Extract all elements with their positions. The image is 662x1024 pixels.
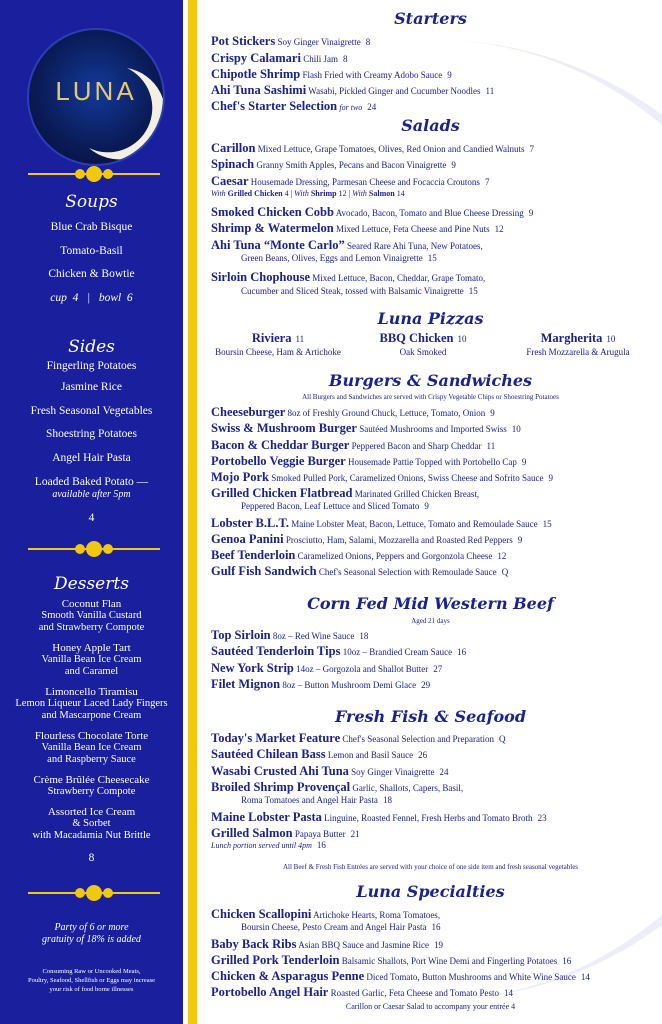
- dessert-name: Flourless Chocolate Torte: [34, 730, 149, 742]
- price: 9: [424, 501, 429, 511]
- menu-item: [211, 516, 656, 531]
- item-description: Balsamic Shallots, Port Wine Demi and Fingerling Potatoes: [341, 956, 558, 966]
- item-description: Garlic, Shallots, Capers, Basil,: [352, 783, 464, 793]
- item-description: Mixed Lettuce, Grape Tomatoes, Olives, Red Onion and Candied Walnuts: [257, 144, 525, 154]
- price: 16: [457, 647, 467, 657]
- item-name: Salmon: [368, 189, 395, 198]
- item-name: Chicken & Asparagus Penne: [211, 969, 365, 983]
- item-name: |: [290, 189, 293, 198]
- item-name: Baby Back Ribs: [211, 937, 297, 951]
- dessert-name: Honey Apple Tart: [52, 642, 131, 654]
- menu-item: [211, 470, 656, 485]
- menu-item: [211, 221, 656, 236]
- dessert-desc: and Mascarpone Cream: [41, 710, 142, 721]
- price: 9: [548, 473, 553, 483]
- item-name: Grilled Salmon: [211, 826, 293, 840]
- item-name: Sautéed Chilean Bass: [211, 747, 326, 761]
- price: 16: [562, 956, 572, 966]
- price: 10: [511, 424, 521, 434]
- price: 4: [511, 1002, 516, 1011]
- price: 12: [338, 189, 347, 198]
- item-name: Green Beans, Olives, Eggs and Lemon Vinaigrette: [241, 253, 423, 263]
- price: 10: [606, 334, 616, 344]
- item-name: Pot Stickers: [211, 34, 276, 48]
- item-description: Boursin Cheese, Ham & Artichoke: [215, 347, 341, 357]
- item-name: Margherita: [540, 331, 603, 345]
- item-name: New York Strip: [211, 661, 294, 675]
- price: 15: [427, 253, 437, 263]
- item-name: Grilled Chicken: [227, 189, 283, 198]
- dessert-desc: and Strawberry Compote: [38, 622, 145, 633]
- price: 9: [451, 160, 456, 170]
- item-description: Boursin Cheese, Pesto Cream and Angel Hair Pasta: [241, 922, 427, 932]
- disclaimer: Consuming Raw or Uncooked Meats,: [42, 968, 141, 975]
- menu-item: [211, 564, 656, 579]
- dessert-item: [0, 730, 183, 766]
- item-name: Wasabi Crusted Ahi Tuna: [211, 764, 349, 778]
- item-description: Avocado, Bacon, Tomato and Blue Cheese Dressing: [335, 208, 524, 218]
- menu-item: [211, 953, 656, 968]
- price: Q: [499, 734, 506, 744]
- item-description: Housemade Pattie Topped with Portobello Cap: [347, 457, 517, 467]
- dessert-name: Crème Brûlée Cheesecake: [33, 774, 150, 786]
- pizzas-title: Luna Pizzas: [377, 309, 484, 328]
- price: 18: [382, 795, 392, 805]
- side-item: Jasmine Rice: [61, 381, 122, 393]
- item-name: Chipotle Shrimp: [211, 67, 301, 81]
- price: 18: [359, 631, 369, 641]
- soups-title: Soups: [65, 192, 118, 212]
- price: 12: [494, 224, 504, 234]
- menu-item: [211, 677, 656, 692]
- item-name: Chicken Scallopini: [211, 907, 312, 921]
- gratuity-note: Party of 6 or more: [54, 922, 129, 933]
- item-description: Housemade Dressing, Parmesan Cheese and Focaccia Croutons: [250, 177, 480, 187]
- item-description: Wasabi, Pickled Ginger and Cucumber Noodles: [308, 86, 481, 96]
- menu-item: [211, 51, 656, 66]
- price: 8: [365, 37, 371, 47]
- item-description: Marinated Grilled Chicken Breast,: [354, 489, 480, 499]
- menu-item: [211, 731, 656, 746]
- pizza-item: [213, 329, 343, 357]
- item-description: Roasted Garlic, Feta Cheese and Tomato Pesto: [330, 988, 500, 998]
- item-name: Genoa Panini: [211, 532, 284, 546]
- dessert-name: Coconut Flan: [61, 598, 122, 610]
- dessert-item: [0, 806, 183, 842]
- menu-item: [211, 810, 656, 825]
- price: 23: [537, 813, 547, 823]
- side-item: Shoestring Potatoes: [45, 428, 138, 440]
- dessert-item: [0, 686, 183, 722]
- dessert-item: [0, 598, 183, 634]
- menu-item: [211, 969, 656, 984]
- price: 14: [396, 189, 405, 198]
- item-description: Chef's Seasonal Selection and Preparation: [342, 734, 495, 744]
- item-description: Soy Ginger Vinaigrette: [277, 37, 361, 47]
- menu-item: [211, 238, 656, 253]
- item-description: Chef's Seasonal Selection with Remoulade Sauce: [318, 567, 497, 577]
- dessert-desc: & Sorbet: [72, 818, 111, 829]
- item-description: 14oz – Gorgozola and Shallot Butter: [296, 664, 429, 674]
- item-name: With: [211, 189, 226, 198]
- soup-item: Blue Crab Bisque: [50, 221, 133, 233]
- item-name: Beef Tenderloin: [211, 548, 296, 562]
- item-description: Mixed Lettuce, Feta Cheese and Pine Nuts: [335, 224, 490, 234]
- dessert-desc: Lemon Liqueur Laced Lady Fingers: [15, 698, 168, 709]
- soup-price: cup 4 | bowl 6: [50, 292, 133, 304]
- item-description: Granny Smith Apples, Pecans and Bacon Vinaigrette: [256, 160, 447, 170]
- price: 16: [431, 922, 441, 932]
- item-name: With: [352, 189, 367, 198]
- item-description: Papaya Butter: [294, 829, 346, 839]
- menu-item-continued: [241, 501, 662, 511]
- soup-item: Tomato-Basil: [60, 245, 123, 257]
- salads-title: Salads: [401, 116, 460, 135]
- item-name: Crispy Calamari: [211, 51, 301, 65]
- item-name: Swiss & Mushroom Burger: [211, 421, 357, 435]
- sides-title: Sides: [68, 337, 115, 357]
- specialties-note: [203, 1002, 658, 1011]
- menu-item-continued: [241, 286, 662, 296]
- item-name: Riviera: [251, 331, 292, 345]
- item-name: Chef's Starter Selection: [211, 99, 338, 113]
- menu-item: [211, 157, 656, 172]
- price: 19: [433, 940, 443, 950]
- menu-item: [211, 985, 656, 1000]
- item-name: Grilled Pork Tenderloin: [211, 953, 340, 967]
- price: 10: [457, 334, 467, 344]
- side-item: Fingerling Potatoes: [46, 360, 137, 372]
- item-name: Sautéed Tenderloin Tips: [211, 644, 341, 658]
- price: Q: [501, 567, 509, 577]
- price: 9: [490, 408, 495, 418]
- item-name: Sirloin Chophouse: [211, 270, 310, 284]
- item-name: Spinach: [211, 157, 255, 171]
- divider-ornament-icon: [28, 538, 160, 560]
- item-description: Asian BBQ Sauce and Jasmine Rice: [298, 940, 429, 950]
- side-item: Loaded Baked Potato —: [34, 476, 149, 488]
- item-name: Filet Mignon: [211, 677, 281, 691]
- item-name: Top Sirloin: [211, 628, 271, 642]
- pizza-item: [358, 329, 488, 357]
- salad-addons: [211, 189, 656, 198]
- dessert-desc: and Raspberry Sauce: [47, 754, 136, 765]
- item-name: Today's Market Feature: [211, 731, 341, 745]
- seafood-note: All Beef & Fresh Fish Entrées are served with your choice of one side item and fresh seasonal vegetables: [282, 863, 579, 871]
- menu-item: [211, 826, 656, 841]
- dessert-desc: and Caramel: [64, 666, 119, 677]
- item-name: Bacon & Cheddar Burger: [211, 438, 350, 452]
- price: 9: [517, 535, 523, 545]
- price: 14: [580, 972, 590, 982]
- menu-item: [211, 937, 656, 952]
- price: 24: [367, 102, 377, 112]
- item-name: Shrimp & Watermelon: [211, 221, 334, 235]
- menu-item-continued: [241, 922, 662, 932]
- sides-price: 4: [88, 512, 95, 524]
- item-name: Broiled Shrimp Provençal: [211, 780, 351, 794]
- seafood-title: Fresh Fish & Seafood: [334, 707, 527, 726]
- item-description: Peppered Bacon and Sharp Cheddar: [351, 441, 482, 451]
- desserts-price: 8: [88, 852, 95, 864]
- item-name: |: [348, 189, 351, 198]
- divider-ornament-icon: [28, 882, 160, 904]
- menu-item-continued: [241, 795, 662, 805]
- burgers-title: Burgers & Sandwiches: [328, 371, 533, 390]
- price: 11: [295, 334, 305, 344]
- menu-item: [211, 764, 656, 779]
- item-description: Fresh Mozzarella & Arugula: [526, 347, 630, 357]
- menu-item: [211, 644, 656, 659]
- item-name: Caesar: [211, 174, 249, 188]
- item-name: Carillon: [211, 141, 256, 155]
- side-item-note: available after 5pm: [52, 489, 131, 500]
- item-description: Smoked Pulled Pork, Caramelized Onions, Swiss Cheese and Sofrito Sauce: [271, 473, 544, 483]
- item-description: Mixed Lettuce, Bacon, Cheddar, Grape Tomato,: [312, 273, 486, 283]
- price: 16: [316, 840, 326, 850]
- menu-item: [211, 67, 656, 82]
- price: 14: [504, 988, 514, 998]
- item-description: Lunch portion served until 4pm: [211, 841, 312, 850]
- item-description: Carillon or Caesar Salad to accompany your entrée: [345, 1002, 510, 1011]
- item-name: BBQ Chicken: [379, 331, 454, 345]
- menu-item: [211, 661, 656, 676]
- item-name: Portobello Angel Hair: [211, 985, 329, 999]
- menu-item: [211, 780, 656, 795]
- menu-item: [211, 34, 656, 49]
- pizza-item: [508, 329, 648, 357]
- item-name: Shrimp: [310, 189, 337, 198]
- beef-note: Aged 21 days: [411, 617, 450, 625]
- item-description: Sautéed Mushrooms and Imported Swiss: [359, 424, 507, 434]
- dessert-desc: with Macadamia Nut Brittle: [32, 830, 151, 841]
- menu-item-continued: [241, 253, 662, 263]
- starters-title: Starters: [394, 9, 467, 28]
- dessert-item: [0, 774, 183, 798]
- item-description: Soy Ginger Vinaigrette: [351, 767, 435, 777]
- price: 21: [350, 829, 360, 839]
- price: 24: [439, 767, 449, 777]
- item-name: Portobello Veggie Burger: [211, 454, 346, 468]
- main-menu: [203, 0, 658, 1024]
- menu-item: [211, 83, 656, 98]
- price: 29: [421, 680, 431, 690]
- disclaimer: Poultry, Seafood, Shellfish or Eggs may increase: [27, 977, 156, 984]
- dessert-desc: Smooth Vanilla Custard: [41, 610, 142, 621]
- menu-item: [211, 438, 656, 453]
- item-name: Seared Rare Ahi Tuna, New Potatoes,: [346, 241, 483, 251]
- menu-item: [211, 628, 656, 643]
- side-item: Fresh Seasonal Vegetables: [30, 405, 153, 417]
- item-name: Lobster B.L.T.: [211, 516, 290, 530]
- item-description: Maine Lobster Meat, Bacon, Lettuce, Tomato and Remoulade Sauce: [291, 519, 538, 529]
- menu-item: [211, 141, 656, 156]
- item-description: Oak Smoked: [399, 347, 447, 357]
- dessert-desc: Strawberry Compote: [47, 786, 136, 797]
- side-item: Angel Hair Pasta: [52, 452, 131, 464]
- sidebar: [0, 0, 183, 1024]
- price: 7: [529, 144, 534, 154]
- item-description: Caramelized Onions, Peppers and Gorgonzola Cheese: [297, 551, 493, 561]
- menu-item: [211, 205, 656, 220]
- menu-item: [211, 486, 656, 501]
- item-name: Mojo Pork: [211, 470, 269, 484]
- menu-item: [211, 907, 656, 922]
- logo-text: LUNA: [55, 76, 137, 106]
- item-description: 8oz – Button Mushroom Demi Glace: [282, 680, 417, 690]
- item-name: Smoked Chicken Cobb: [211, 205, 334, 219]
- price: 8: [342, 54, 348, 64]
- price: 9: [528, 208, 534, 218]
- dessert-desc: Vanilla Bean Ice Cream: [41, 742, 142, 753]
- menu-item: [211, 405, 656, 420]
- menu-item: [211, 532, 656, 547]
- price: 9: [521, 457, 527, 467]
- gratuity-note: gratuity of 18% is added: [42, 934, 141, 945]
- item-description: 8oz of Freshly Ground Chuck, Lettuce, Tomato, Onion: [287, 408, 486, 418]
- item-name: Cheeseburger: [211, 405, 286, 419]
- luna-logo: [27, 28, 165, 166]
- disclaimer: your risk of food borne illnesses: [49, 986, 134, 993]
- price: 11: [485, 86, 495, 96]
- menu-item: [211, 454, 656, 469]
- dessert-name: Limoncello Tiramisu: [45, 686, 138, 698]
- item-description: Cucumber and Sliced Steak, tossed with Balsamic Vinaigrette: [241, 286, 464, 296]
- menu-item: [211, 99, 656, 114]
- soup-item: Chicken & Bowtie: [48, 268, 135, 280]
- desserts-title: Desserts: [54, 574, 129, 594]
- menu-item: [211, 747, 656, 762]
- item-name: Ahi Tuna “Monte Carlo”: [211, 238, 345, 252]
- price: 11: [486, 441, 496, 451]
- item-description: Lemon and Basil Sauce: [327, 750, 414, 760]
- dessert-item: [0, 642, 183, 678]
- specialties-title: Luna Specialties: [356, 882, 505, 901]
- item-description: Roma Tomatoes and Angel Hair Pasta: [241, 795, 378, 805]
- divider-ornament-icon: [28, 163, 160, 185]
- price: 15: [468, 286, 478, 296]
- price: 9: [447, 70, 452, 80]
- gold-stripe: [188, 0, 197, 1024]
- item-description: Chili Jam: [303, 54, 338, 64]
- menu-item-lunch: [211, 840, 656, 850]
- price: 4: [284, 189, 289, 198]
- price: 15: [542, 519, 552, 529]
- menu-item: [211, 174, 656, 189]
- dessert-name: Assorted Ice Cream: [47, 806, 136, 818]
- beef-title: Corn Fed Mid Western Beef: [307, 594, 554, 613]
- item-description: Prosciutto, Ham, Salami, Mozzarella and Roasted Red Peppers: [285, 535, 513, 545]
- burgers-note: All Burgers and Sandwiches are served with Crispy Vegetable Chips or Shoestring Potatoes: [302, 393, 559, 401]
- item-description: 10oz – Brandied Cream Sauce: [342, 647, 453, 657]
- menu-item: [211, 548, 656, 563]
- menu-item: [211, 421, 656, 436]
- item-name: Maine Lobster Pasta: [211, 810, 322, 824]
- price: 12: [497, 551, 507, 561]
- item-description: Peppered Bacon, Leaf Lettuce and Sliced Tomato: [241, 501, 420, 511]
- item-name: Grilled Chicken Flatbread: [211, 486, 353, 500]
- item-description: for two: [339, 103, 363, 112]
- dessert-desc: Vanilla Bean Ice Cream: [41, 654, 142, 665]
- item-description: 8oz – Red Wine Sauce: [272, 631, 355, 641]
- menu-item: [211, 270, 656, 285]
- price: 27: [433, 664, 443, 674]
- item-name: Ahi Tuna Sashimi: [211, 83, 307, 97]
- item-description: Diced Tomato, Button Mushrooms and White Wine Sauce: [366, 972, 576, 982]
- item-description: Linguine, Roasted Fennel, Fresh Herbs and Tomato Broth: [324, 813, 533, 823]
- item-description: Flash Fried with Creamy Adobo Sauce: [302, 70, 443, 80]
- item-description: Artichoke Hearts, Roma Tomatoes,: [313, 910, 441, 920]
- price: 7: [484, 177, 490, 187]
- item-name: Gulf Fish Sandwich: [211, 564, 317, 578]
- price: 26: [418, 750, 428, 760]
- item-name: With: [294, 189, 309, 198]
